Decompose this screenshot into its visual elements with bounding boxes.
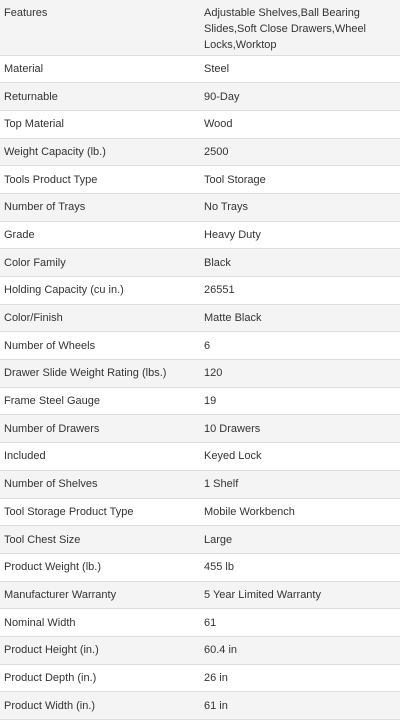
- spec-label: Material: [0, 55, 200, 83]
- spec-label: Features: [0, 0, 200, 55]
- spec-label: Tool Storage Product Type: [0, 498, 200, 526]
- spec-row: [0, 0, 400, 55]
- spec-value: 120: [200, 360, 400, 388]
- spec-value: 26 in: [200, 664, 400, 692]
- spec-value: No Trays: [200, 193, 400, 221]
- spec-label: Holding Capacity (cu in.): [0, 277, 200, 305]
- spec-row: [0, 138, 400, 166]
- spec-row: [0, 581, 400, 609]
- spec-row: [0, 415, 400, 443]
- spec-value: Matte Black: [200, 304, 400, 332]
- spec-label: Product Width (in.): [0, 692, 200, 720]
- spec-value: Black: [200, 249, 400, 277]
- spec-row: [0, 55, 400, 83]
- spec-row: [0, 221, 400, 249]
- spec-value: 26551: [200, 277, 400, 305]
- spec-value: 10 Drawers: [200, 415, 400, 443]
- spec-row: [0, 526, 400, 554]
- spec-label: Nominal Width: [0, 609, 200, 637]
- spec-value: 61 in: [200, 692, 400, 720]
- spec-value: Adjustable Shelves,Ball Bearing Slides,Soft Close Drawers,Wheel Locks,Worktop: [200, 0, 400, 55]
- spec-value: 61: [200, 609, 400, 637]
- spec-row: [0, 83, 400, 111]
- spec-label: Tool Chest Size: [0, 526, 200, 554]
- spec-value: 455 lb: [200, 553, 400, 581]
- spec-label: Number of Wheels: [0, 332, 200, 360]
- spec-label: Manufacturer Warranty: [0, 581, 200, 609]
- spec-row: [0, 609, 400, 637]
- spec-label: Color Family: [0, 249, 200, 277]
- spec-value: Tool Storage: [200, 166, 400, 194]
- spec-value: 6: [200, 332, 400, 360]
- spec-row: [0, 443, 400, 471]
- spec-row: [0, 636, 400, 664]
- spec-label: Number of Shelves: [0, 470, 200, 498]
- spec-row: [0, 692, 400, 720]
- spec-label: Included: [0, 443, 200, 471]
- spec-value: Keyed Lock: [200, 443, 400, 471]
- spec-value: Large: [200, 526, 400, 554]
- spec-label: Number of Trays: [0, 193, 200, 221]
- spec-label: Product Depth (in.): [0, 664, 200, 692]
- spec-value: Wood: [200, 110, 400, 138]
- spec-value: 90-Day: [200, 83, 400, 111]
- spec-label: Top Material: [0, 110, 200, 138]
- spec-row: [0, 249, 400, 277]
- spec-label: Tools Product Type: [0, 166, 200, 194]
- spec-label: Frame Steel Gauge: [0, 387, 200, 415]
- spec-row: [0, 553, 400, 581]
- spec-row: [0, 277, 400, 305]
- spec-label: Weight Capacity (lb.): [0, 138, 200, 166]
- spec-value: Heavy Duty: [200, 221, 400, 249]
- spec-value: 5 Year Limited Warranty: [200, 581, 400, 609]
- spec-row: [0, 387, 400, 415]
- spec-row: [0, 110, 400, 138]
- spec-value: Mobile Workbench: [200, 498, 400, 526]
- spec-label: Drawer Slide Weight Rating (lbs.): [0, 360, 200, 388]
- spec-row: [0, 470, 400, 498]
- spec-label: Number of Drawers: [0, 415, 200, 443]
- spec-row: [0, 193, 400, 221]
- spec-row: [0, 332, 400, 360]
- spec-label: Grade: [0, 221, 200, 249]
- spec-label: Product Height (in.): [0, 636, 200, 664]
- spec-value: 1 Shelf: [200, 470, 400, 498]
- spec-row: [0, 166, 400, 194]
- spec-label: Color/Finish: [0, 304, 200, 332]
- spec-row: [0, 304, 400, 332]
- spec-value: 60.4 in: [200, 636, 400, 664]
- spec-row: [0, 360, 400, 388]
- spec-label: Product Weight (lb.): [0, 553, 200, 581]
- spec-row: [0, 664, 400, 692]
- spec-value: 2500: [200, 138, 400, 166]
- spec-value: Steel: [200, 55, 400, 83]
- spec-row: [0, 498, 400, 526]
- spec-value: 19: [200, 387, 400, 415]
- spec-label: Returnable: [0, 83, 200, 111]
